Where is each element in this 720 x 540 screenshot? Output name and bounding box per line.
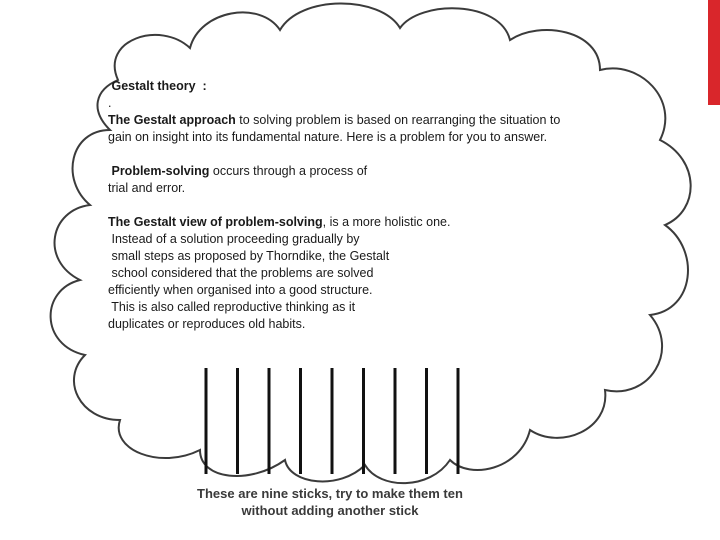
para3-rest: , is a more holistic one. — [322, 215, 451, 229]
para3-line: small steps as proposed by Thorndike, the Gestalt — [108, 249, 390, 263]
para3-line1 — [108, 214, 668, 231]
caption-line1: These are nine sticks, try to make them ten — [197, 486, 463, 501]
para1-rest: to solving problem is based on rearranging the situation to — [235, 113, 561, 127]
para3-line: This is also called reproductive thinking as it — [108, 300, 356, 314]
para1-line2: gain on insight into its fundamental nature. Here is a problem for you to answer. — [108, 130, 548, 144]
para3-bold: The Gestalt view of problem-solving — [108, 215, 323, 229]
para1-bold: The Gestalt approach — [108, 113, 236, 127]
bullet: . — [108, 96, 112, 110]
para3-line: efficiently when organised into a good structure. — [108, 283, 373, 297]
heading-line — [108, 78, 668, 95]
para2-rest: occurs through a process of — [209, 164, 368, 178]
heading: Gestalt theory : — [111, 79, 207, 93]
content-text — [108, 78, 668, 333]
para2-line1 — [108, 163, 668, 180]
para2-line2: trial and error. — [108, 181, 186, 195]
para3-line: school considered that the problems are solved — [108, 266, 374, 280]
caption-line2: without adding another stick — [241, 503, 419, 518]
puzzle-caption — [180, 485, 480, 519]
para3-line: duplicates or reproduces old habits. — [108, 317, 306, 331]
para3-line: Instead of a solution proceeding gradually by — [108, 232, 360, 246]
para2-bold: Problem-solving — [111, 164, 210, 178]
para1-line1 — [108, 112, 668, 129]
